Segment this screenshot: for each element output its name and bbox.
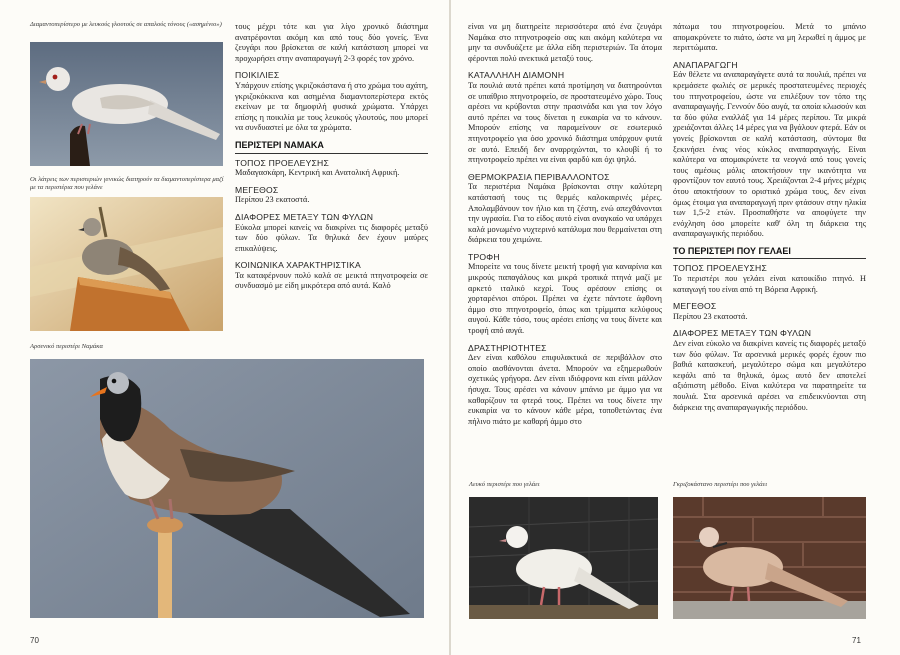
social-heading: ΚΟΙΝΩΝΙΚΑ ΧΑΡΑΚΤΗΡΙΣΤΙΚΑ xyxy=(235,260,361,271)
photo-male-namaqua-dove xyxy=(30,359,424,618)
sex-heading-laughing: ΔΙΑΦΟΡΕΣ ΜΕΤΑΞΥ ΤΩΝ ΦΥΛΩΝ xyxy=(673,328,812,339)
sex-differences-heading: ΔΙΑΦΟΡΕΣ ΜΕΤΑΞΥ ΤΩΝ ΦΥΛΩΝ xyxy=(235,211,374,222)
social-text: Τα καταφέρνουν πολύ καλά σε μεικτά πτηνοτροφεία σε συνδυασμό με είδη μικρότερα από αυτά. Καλό xyxy=(235,270,428,291)
photo-silver-diamond-dove xyxy=(30,42,223,166)
caption-silver-diamond-dove: Διαμαντοπερίστερο με λευκούς γλουτούς σε απαλούς τόνους («ασημένιο») xyxy=(30,21,222,28)
temperature-heading: ΘΕΡΜΟΚΡΑΣΙΑ ΠΕΡΙΒΑΛΛΟΝΤΟΣ xyxy=(468,171,610,182)
size-heading: ΜΕΓΕΘΟΣ xyxy=(235,184,279,195)
breeding-heading: ΑΝΑΠΑΡΑΓΩΓΗ xyxy=(673,59,738,70)
right-text-column-2 xyxy=(673,22,866,419)
food-heading: ΤΡΟΦΗ xyxy=(468,251,500,262)
section-title-namaqua: ΠΕΡΙΣΤΕΡΙ ΝΑΜΑΚΑ xyxy=(235,140,428,154)
varieties-text: Υπάρχουν επίσης γκριζοκάστανα ή στο χρώμα του αχάτη, γκριζοκόκκινα και ασημένια διαμαντοπερίστερα εκτός εκείνων με τα δημοφιλή φυσικά χρώματα. Υπάρχει επίσης η ποικιλία με τους λευκούς γλουτούς, που μπορεί να συνδυαστεί με όλα τα χρώματα. xyxy=(235,80,428,133)
breeding-text: Εάν θέλετε να αναπαραγάγετε αυτά τα πουλιά, πρέπει να κρεμάσετε φωλιές σε μερικές προστατευμένες περιοχές του πτηνοτροφείου, ώστε να επιλέξουν τον τόπο της αναπαραγωγής. Γεννούν δύο αυγά, τα οποία κλωσούν και τα δύο φύλα εναλλάξ για 14 μέρες περίπου. Τα μικρά χρειάζονται άλλες 14 μέρες για να βγάλουν φτερά. Εάν οι γονείς βρίσκονται σε καλή κατάσταση, σύντομα θα ξεκινήσει ένας νέος κύκλος αναπαραγωγής. Είναι καλύτερα να απομακρύνετε τα νεογνά από τους γονείς τους αμέσως μόλις αποκτήσουν την ικανότητα να φροντίζουν τον εαυτό τους. Χρειάζονται 2-4 μήνες μέχρις ότου αποκτήσουν το οριστικό χρώμα τους, δεν είναι όμως έτοιμα για αναπαραγωγή πριν φτάσουν στην ηλικία των 1,5-2 ετών. Προσπαθήστε να αποφύγετε την ενόχληση όσο μπορείτε καθ' όλη τη διάρκεια της αναπαραγωγικής περιόδου. xyxy=(673,70,866,239)
sex-text-laughing: Δεν είναι εύκολο να διακρίνει κανείς τις διαφορές μεταξύ των δύο φύλων. Τα αρσενικά μερικές φορές έχουν πιο βαθιά κατασκευή, μεγαλύτερο σώμα και μεγαλύτερο κεφάλι από τα θηλυκά, όμως αυτό δεν αποτελεί αξιόπιστη μέθοδο. Είναι καλύτερα να παρατηρείτε τα πουλιά. Στα αρσενικά αρέσει να επιδεικνύονται στη διάρκεια της αναπαραγωγικής περιόδου. xyxy=(673,339,866,412)
size-text: Περίπου 23 εκατοστά. xyxy=(235,195,310,205)
photo-dove-on-perch xyxy=(30,197,223,331)
dove-perch-illustration xyxy=(30,197,223,331)
size-heading-laughing: ΜΕΓΕΘΟΣ xyxy=(673,301,717,312)
origin-heading: ΤΟΠΟΣ ΠΡΟΕΛΕΥΣΗΣ xyxy=(235,157,329,168)
section-title-laughing-dove: ΤΟ ΠΕΡΙΣΤΕΡΙ ΠΟΥ ΓΕΛΑΕΙ xyxy=(673,246,866,260)
right-text-column-1 xyxy=(468,22,662,433)
origin-text-laughing: Το περιστέρι που γελάει είναι κατοικίδιο πτηνό. Η καταγωγή του είναι από τη Βόρεια Αφρική. xyxy=(673,274,866,294)
origin-text: Μαδαγασκάρη, Κεντρική και Ανατολική Αφρική. xyxy=(235,168,400,178)
size-text-laughing: Περίπου 23 εκατοστά. xyxy=(673,311,748,321)
photo-ringneck-laughing-dove xyxy=(673,497,866,619)
dove-illustration xyxy=(30,42,223,166)
housing-text: Τα πουλιά αυτά πρέπει κατά προτίμηση να διατηρούνται σε υπαίθριο πτηνοτροφείο, σε προστατευμένο χώρο. Τους αρέσει να κρύβονται στην πρασινάδα και για τον λόγο αυτό πρέπει να τους δίνεται η ευκαιρία να το κάνουν. Μπορούν επίσης να παραμείνουν σε εσωτερικό πτηνοτροφείο για όσο χρονικό διάστημα υπάρχουν φυτά σε αυτό. Επειδή δεν αναρριχώνται, το κλουβί ή το πτηνοτροφείο πρέπει να είναι φαρδύ και όχι ψηλό. xyxy=(468,80,662,165)
sex-differences-text: Εύκολα μπορεί κανείς να διακρίνει τις διαφορές μεταξύ των δύο φύλων. Τα θηλυκά δεν έχουν μαύρες επικαλύψεις. xyxy=(235,222,428,253)
caption-male-namaqua-dove: Αρσενικό περιστέρι Ναμάκα xyxy=(30,343,103,350)
right-page xyxy=(451,0,900,655)
photo-white-laughing-dove xyxy=(469,497,658,619)
caption-diamond-and-laughing-doves: Οι λάτρεις των περιστεριών γενικώς διατηρούν τα διαμαντοπερίστερα μαζί με τα περιστέρια που γελάνε xyxy=(30,176,224,191)
page-number-right: 71 xyxy=(852,636,861,645)
intro-paragraph: τους μέχρι τότε και για λίγο χρονικό διάστημα ανατρέφονται ακόμη και από τους δύο γονείς. Ένα ζευγάρι που βρίσκεται σε καλή κατάσταση μπορεί να προχωρήσει στην αναπαραγωγή 2-3 φορές τον χρόνο. xyxy=(235,22,428,63)
ringneck-dove-illustration xyxy=(673,497,866,619)
varieties-heading: ΠΟΙΚΙΛΙΕΣ xyxy=(235,70,280,81)
col2-intro: πάτωμα του πτηνοτροφείου. Μετά το μπάνιο απομακρύνετε το πιάτο, ώστε να μη λερωθεί η άμμος με περιττώματα. xyxy=(673,22,866,53)
caption-ringneck-laughing-dove: Γκριζοκάστανο περιστέρι που γελάει xyxy=(673,481,768,488)
page-number-left: 70 xyxy=(30,636,39,645)
activity-text: Δεν είναι καθόλου επιφυλακτικά σε περιβάλλον στο οποίο αισθάνονται άνετα. Μπορούν να εξημερωθούν σχετικώς γρήγορα. Δεν είναι ιδιόφρονα και είναι μάλλον ήσυχα. Τους αρέσει να κάνουν μπάνιο με άμμο για να καθαρίζουν τα φτερά τους. Πρέπει να τους δίνετε την ευκαιρία να το κάνουν κάθε μέρα, τοποθετώντας ένα πήλινο πιάτο με καθαρή άμμο στο xyxy=(468,353,662,426)
housing-heading: ΚΑΤΑΛΛΗΛΗ ΔΙΑΜΟΝΗ xyxy=(468,70,565,81)
food-text: Μπορείτε να τους δίνετε μεικτή τροφή για καναρίνια και μικρούς παπαγάλους και μικρά τροπικά πτηνά μαζί με αρκετό ιταλικό κεχρί. Τους αρέσουν επίσης οι χορταρένιοι σπόροι. Πρέπει να έχετε πάντοτε άφθονη άμμο στο πτηνοτροφείο, όπως και τρίμματα κελύφους αυγού. Κάθε τόσο, τους αρέσει επίσης να τους δίνετε και τροφή από αυγά. xyxy=(468,262,662,336)
origin-heading-laughing: ΤΟΠΟΣ ΠΡΟΕΛΕΥΣΗΣ xyxy=(673,263,767,274)
temperature-text: Τα περιστέρια Ναμάκα βρίσκονται στην καλύτερη κατάστασή τους τις θερμές καλοκαιρινές μέρες. Απολαμβάνουν τον ήλιο και τη ζέστη, ενώ απεχθάνονται την υγρασία. Για το είδος αυτό είναι αναγκαίο να υπάρχει καλά μονωμένο νυχτερινό κατάλυμα που θερμαίνεται στη διάρκεια του χειμώνα. xyxy=(468,182,662,245)
white-dove-illustration xyxy=(469,497,658,619)
left-page xyxy=(0,0,449,655)
caption-white-laughing-dove: Λευκό περιστέρι που γελάει xyxy=(469,481,540,488)
namaqua-dove-illustration xyxy=(30,359,424,618)
col1-intro: είναι να μη διατηρείτε περισσότερα από ένα ζευγάρι Ναμάκα στο πτηνοτροφείο σας και ακόμη καλύτερα να μην τα συνδυάζετε με άλλα είδη περιστεριών. Τα άτομα φέρονται πολύ ανεκτικά μεταξύ τους. xyxy=(468,22,662,63)
left-text-column xyxy=(235,22,428,298)
activity-heading: ΔΡΑΣΤΗΡΙΟΤΗΤΕΣ xyxy=(468,342,547,353)
